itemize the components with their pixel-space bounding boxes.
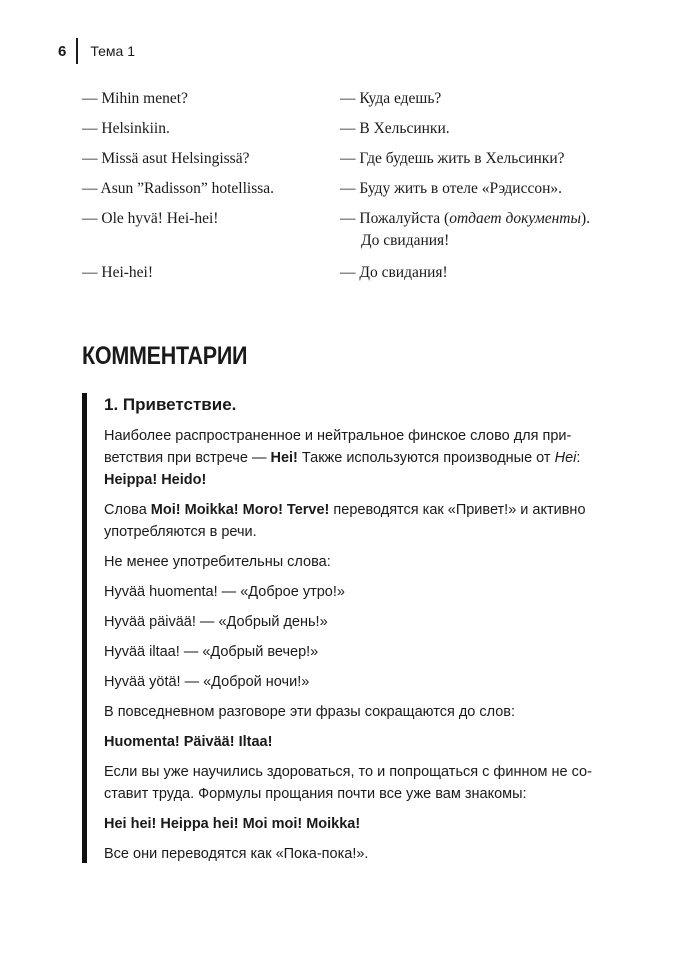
finnish-line: — Missä asut Helsingissä? (82, 150, 250, 167)
paragraph: Не менее употребительны слова: (104, 554, 331, 570)
russian-text: ). (580, 210, 591, 227)
finnish-line: — Ole hyvä! Hei-hei! (82, 210, 219, 227)
finnish-line: — Hei-hei! (82, 264, 154, 281)
bold-phrase: Huomenta! Päivää! Iltaa! (104, 734, 273, 750)
finnish-line: — Mihin menet? (82, 90, 188, 107)
russian-text: — Пожалуйста ( (340, 210, 450, 227)
finnish-line: — Asun ”Radisson” hotellissa. (82, 180, 275, 197)
paragraph: Наиболее распространенное и нейтральное финское слово для при- ветствия при встрече — Hei! Также используются производные от Hei: Heippa! Heido! (104, 428, 581, 488)
paragraph: В повседневном разговоре эти фразы сокращаются до слов: (104, 704, 516, 720)
comment-content (104, 393, 602, 865)
header-title: Тема 1 (90, 43, 135, 59)
russian-line (340, 208, 622, 252)
greeting-line: Hyvää yötä! — «Доброй ночи!» (104, 674, 310, 690)
dialog (82, 88, 622, 292)
russian-line: — В Хельсинки. (340, 120, 450, 137)
dialog-row (82, 118, 622, 140)
comment-sidebar-bar (82, 393, 87, 863)
greeting-line: Hyvää huomenta! — «Доброе утро!» (104, 584, 345, 600)
comment-block (82, 393, 602, 873)
dialog-row (82, 262, 622, 284)
russian-line: — Куда едешь? (340, 90, 442, 107)
finnish-line: — Helsinkiin. (82, 120, 170, 137)
dialog-row (82, 148, 622, 170)
greeting-line: Hyvää päivää! — «Добрый день!» (104, 614, 328, 630)
russian-text: До свидания! (361, 232, 450, 249)
page-header (58, 38, 135, 64)
dialog-row (82, 208, 622, 252)
header-divider (76, 38, 78, 64)
comments-title: КОММЕНТАРИИ (82, 342, 248, 370)
paragraph: Все они переводятся как «Пока-пока!». (104, 846, 369, 862)
page-number: 6 (58, 42, 67, 60)
russian-line: — Буду жить в отеле «Рэдиссон». (340, 180, 562, 197)
russian-line: — Где будешь жить в Хельсинки? (340, 150, 565, 167)
paragraph: Слова Moi! Moikka! Moro! Terve! переводятся как «Привет!» и активно употребляются в речи. (104, 502, 586, 540)
stage-direction: отдает документы (449, 210, 581, 227)
dialog-row (82, 178, 622, 200)
paragraph: Если вы уже научились здороваться, то и попрощаться с финном не со- ставит труда. Формулы прощания почти все уже вам знакомы: (104, 764, 592, 802)
russian-line: — До свидания! (340, 264, 448, 281)
dialog-row (82, 88, 622, 110)
section-title: 1. Приветствие. (104, 395, 237, 414)
greeting-line: Hyvää iltaa! — «Добрый вечер!» (104, 644, 319, 660)
bold-phrase: Hei hei! Heippa hei! Moi moi! Moikka! (104, 816, 361, 832)
